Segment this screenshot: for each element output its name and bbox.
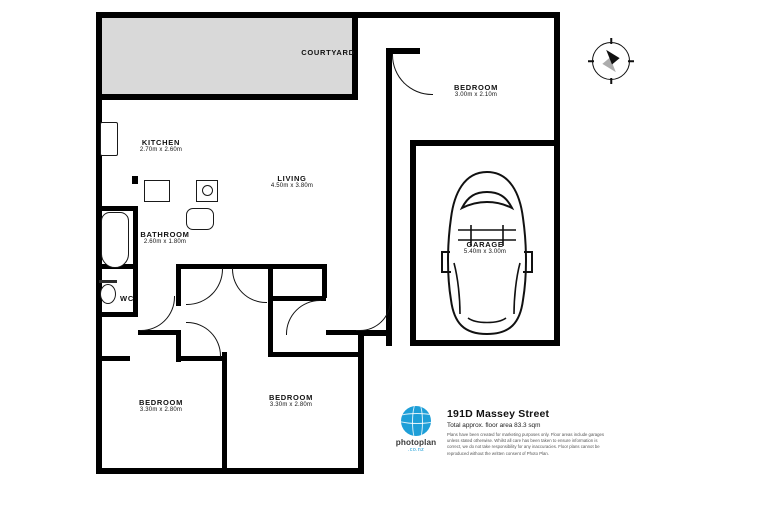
wall-hall-right-stub xyxy=(326,330,358,335)
wall-kitchen-right xyxy=(132,176,138,184)
vanity-basin-icon xyxy=(186,208,214,230)
compass-tick-left xyxy=(588,60,594,62)
room-label-bathroom xyxy=(110,230,220,247)
room-name: GARAGE xyxy=(466,240,504,249)
logo-sub: .co.nz xyxy=(407,447,425,453)
door-swing-bedroom2 xyxy=(232,268,267,303)
room-dims: 2.60m x 1.80m xyxy=(143,239,187,246)
room-label-courtyard xyxy=(268,48,388,57)
room-label-bedroom-1 xyxy=(416,83,536,100)
globe-icon xyxy=(401,406,431,436)
room-label-kitchen xyxy=(106,138,216,155)
wall-wc-right xyxy=(133,269,138,315)
compass-north-icon xyxy=(592,42,630,80)
wall-wc-bottom xyxy=(96,312,138,317)
title-block xyxy=(392,406,607,458)
room-dims: 4.50m x 3.80m xyxy=(270,183,314,190)
wall-bed2-bed3-divider xyxy=(222,352,227,474)
room-name: BEDROOM xyxy=(138,398,184,407)
wall-bed4-top xyxy=(268,352,360,357)
compass-tick-bottom xyxy=(610,78,612,84)
room-name: WC xyxy=(120,294,134,303)
room-label-garage xyxy=(425,240,545,257)
room-name: LIVING xyxy=(277,174,307,183)
wall-hall-vert-mid xyxy=(268,264,273,356)
compass-tick-top xyxy=(610,38,612,44)
wall-right-outer xyxy=(554,12,560,344)
address-block xyxy=(447,406,607,457)
room-dims: 3.30m x 2.80m xyxy=(269,402,313,409)
logo-wordmark: photoplan xyxy=(395,438,437,447)
room-dims: 5.40m x 3.00m xyxy=(463,249,507,256)
wall-hall-vert-right xyxy=(322,264,327,298)
disclaimer-text: Plans have been created for marketing purposes only. Floor areas include garages unless stated otherwise. Whilst all care has been taken to ensure information is correct, we do not take responsibility for any inaccuracies. Floor plans cannot be reproduced without the written consent of Photo Plan. xyxy=(447,432,605,456)
room-dims: 3.00m x 2.10m xyxy=(454,92,498,99)
wall-courtyard-left xyxy=(96,12,102,100)
sink-icon xyxy=(144,180,170,202)
wall-hall-vert-left xyxy=(176,264,181,306)
door-swing-bedroom3 xyxy=(186,322,221,357)
room-dims: 2.70m x 2.60m xyxy=(139,147,183,154)
room-name: BEDROOM xyxy=(268,393,314,402)
room-label-wc xyxy=(104,294,150,303)
room-name: COURTYARD xyxy=(301,48,355,57)
wall-living-right-lower xyxy=(358,330,392,336)
compass-tick-right xyxy=(628,60,634,62)
room-label-bedroom-2 xyxy=(106,398,216,415)
wall-top xyxy=(96,12,560,18)
room-label-bedroom-3 xyxy=(236,393,346,410)
wall-bedroom1-bottom xyxy=(410,140,560,146)
wall-bathroom-top xyxy=(96,206,138,211)
property-address: 191D Massey Street xyxy=(447,408,550,420)
toilet-cistern-icon xyxy=(99,280,117,283)
door-swing-bedroom4 xyxy=(286,300,321,335)
photoplan-logo xyxy=(392,406,440,458)
wall-courtyard-bottom xyxy=(96,94,358,100)
room-label-living xyxy=(232,174,352,191)
room-dims: 3.30m x 2.80m xyxy=(139,407,183,414)
wall-bottom-outer xyxy=(96,468,364,474)
room-name: BEDROOM xyxy=(453,83,499,92)
door-swing-living-kitchen xyxy=(186,268,223,305)
wall-bed3-left-top xyxy=(96,356,130,361)
room-name: BATHROOM xyxy=(140,230,190,239)
floor-area-note: Total approx. floor area 83.3 sqm xyxy=(447,422,541,429)
wall-garage-left xyxy=(410,140,416,346)
room-name: KITCHEN xyxy=(141,138,181,147)
cooktop-burner-icon xyxy=(202,185,213,196)
